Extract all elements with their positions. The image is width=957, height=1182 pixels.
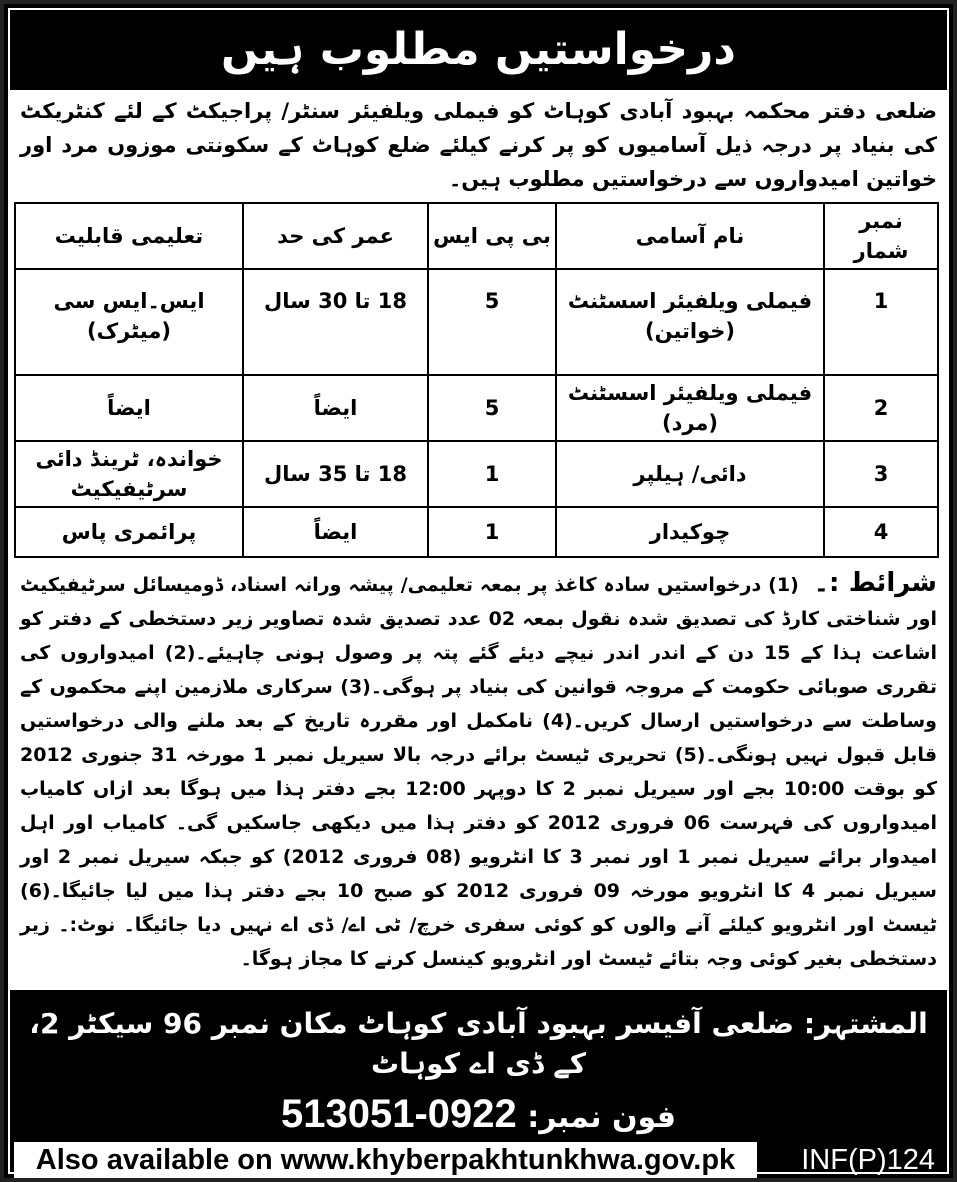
ad-code: INF(P)124 xyxy=(801,1144,935,1176)
col-post: نام آسامی xyxy=(556,203,824,269)
age-cell: 18 تا 30 سال xyxy=(243,269,428,375)
conditions-section xyxy=(10,558,947,976)
age-cell: 18 تا 35 سال xyxy=(243,441,428,507)
table-row xyxy=(15,507,938,557)
bps-cell: 1 xyxy=(428,441,556,507)
qualification-cell: خواندہ، ٹرینڈ دائی سرٹیفیکیٹ xyxy=(15,441,243,507)
post-cell: چوکیدار xyxy=(556,507,824,557)
footer-bottom-row xyxy=(10,1142,947,1178)
serial-cell: 4 xyxy=(824,507,938,557)
serial-cell: 1 xyxy=(824,269,938,375)
qualification-cell: پرائمری پاس xyxy=(15,507,243,557)
bps-cell: 5 xyxy=(428,375,556,441)
age-cell: ایضاً xyxy=(243,375,428,441)
serial-cell: 3 xyxy=(824,441,938,507)
advertiser-footer xyxy=(10,990,947,1182)
qualification-cell: ایضاً xyxy=(15,375,243,441)
post-cell: فیملی ویلفیئر اسسٹنٹ (خواتین) xyxy=(556,269,824,375)
col-bps: بی پی ایس xyxy=(428,203,556,269)
phone-label: فون نمبر: xyxy=(527,1100,677,1135)
phone-line xyxy=(10,1090,947,1142)
conditions-text: (1) درخواستیں سادہ کاغذ پر بمعہ تعلیمی/ پیشہ ورانہ اسناد، ڈومیسائل سرٹیفیکیٹ اور شناختی کارڈ کی تصدیق شدہ نقول بمعہ 02 عدد تصدیق شدہ تصاویر زیر دستخطی کے دفتر کو اشاعت ہذا کے 15 دن کے اندر اندر نیچے دیئے گئے پتہ پر وصول ہونی چاہیئے۔(2) امیدواروں کی تقرری صوبائی حکومت کے مروجہ قوانین کی بنیاد پر ہوگی۔(3) سرکاری ملازمین اپنے محکموں کے وساطت سے درخواستیں ارسال کریں۔(4) نامکمل اور مقررہ تاریخ کے بعد ملنے والی درخواستیں قابل قبول نہیں ہونگی۔(5) تحریری ٹیسٹ برائے درجہ بالا سیریل نمبر 1 مورخہ 31 جنوری 2012 کو بوقت 10:00 بجے اور سیریل نمبر 2 کا دوپہر 12:00 بجے دفتر ہذا میں ہوگا بعد ازاں کامیاب امیدواروں کی فہرست 06 فروری 2012 کو دفتر ہذا میں دیکھی جاسکیں گی۔ کامیاب اور اہل امیدوار برائے سیریل نمبر 1 اور نمبر 3 کا انٹرویو (08 فروری 2012) کو جبکہ سیریل نمبر 2 اور سیریل نمبر 4 کا انٹرویو مورخہ 09 فروری 2012 کو صبح 10 بجے دفتر ہذا میں لیا جائیگا۔(6) ٹیسٹ اور انٹرویو کیلئے آنے والوں کو کوئی سفری خرچ/ ٹی اے/ ڈی اے نہیں دیا جائیگا۔ نوٹ:۔ زیر دستخطی بغیر کوئی وجہ بتائے ٹیسٹ اور انٹرویو کینسل کرنے کا مجاز ہوگا۔ xyxy=(20,574,938,970)
col-qualification: تعلیمی قابلیت xyxy=(15,203,243,269)
qualification-cell: ایس۔ایس سی (میٹرک) xyxy=(15,269,243,375)
table-header-row xyxy=(15,203,938,269)
ad-body xyxy=(10,90,947,990)
advertiser-address: المشتہر: ضلعی آفیسر بہبود آبادی کوہاٹ مکان نمبر 96 سیکٹر 2، کے ڈی اے کوہاٹ xyxy=(29,1007,928,1080)
ad-title: درخواستیں مطلوب ہیں xyxy=(221,24,736,75)
conditions-heading: شرائط :۔ xyxy=(813,568,937,598)
post-cell: فیملی ویلفیئر اسسٹنٹ (مرد) xyxy=(556,375,824,441)
intro-paragraph: ضلعی دفتر محکمہ بہبود آبادی کوہاٹ کو فیملی ویلفیئر سنٹر/ پراجیکٹ کے لئے کنٹریکٹ کی بنیاد پر درجہ ذیل آسامیوں کو پر کرنے کیلئے ضلع کوہاٹ کے سکونتی موزوں مرد اور خواتین امیدواروں سے درخواستیں مطلوب ہیں۔ xyxy=(20,99,937,191)
serial-cell: 2 xyxy=(824,375,938,441)
bps-cell: 5 xyxy=(428,269,556,375)
advertisement-frame xyxy=(8,8,949,1174)
col-age: عمر کی حد xyxy=(243,203,428,269)
col-serial: نمبر شمار xyxy=(824,203,938,269)
table-row xyxy=(15,375,938,441)
post-cell: دائی/ ہیلپر xyxy=(556,441,824,507)
table-row xyxy=(15,269,938,375)
posts-table xyxy=(14,202,939,558)
age-cell: ایضاً xyxy=(243,507,428,557)
bps-cell: 1 xyxy=(428,507,556,557)
website-note: Also available on www.khyberpakhtunkhwa.gov.pk xyxy=(14,1142,757,1178)
table-row xyxy=(15,441,938,507)
phone-number: 0922-513051 xyxy=(280,1092,517,1136)
